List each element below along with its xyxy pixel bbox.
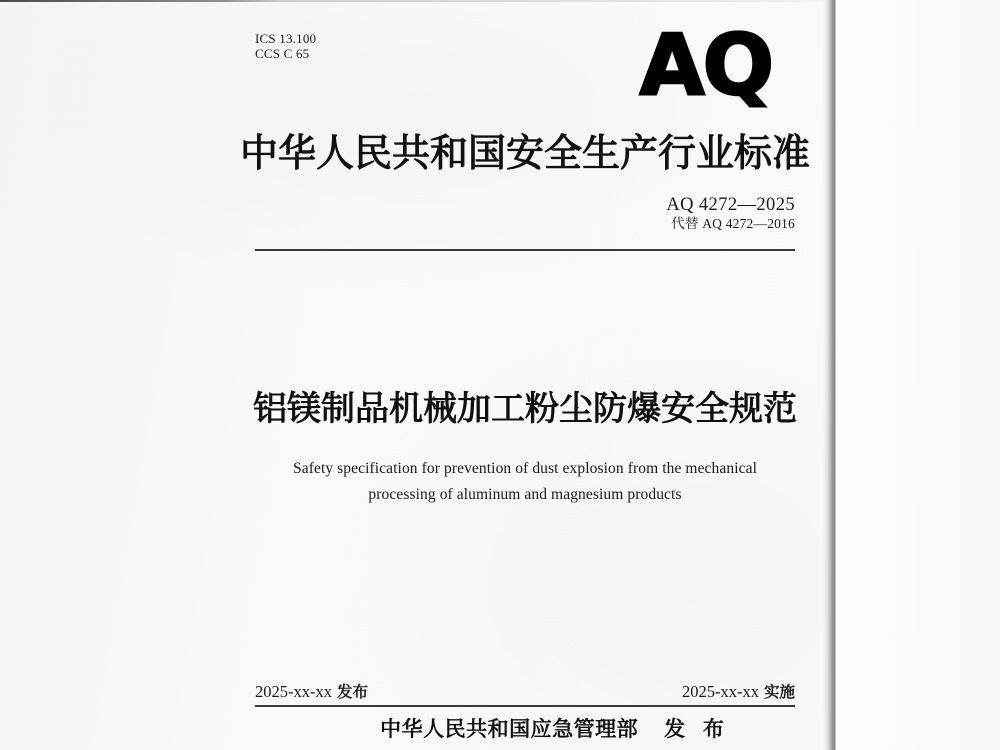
replaces-note: 代替 AQ 4272—2016 — [671, 216, 795, 231]
classification-codes — [255, 31, 316, 61]
implementation-date — [682, 680, 795, 702]
standard-number: AQ 4272—2025 — [666, 195, 795, 215]
scan-top-edge-line — [0, 0, 830, 2]
document-title-en-line1: Safety specification for prevention of dust explosion from the mechanical — [293, 460, 757, 477]
ics-code: ICS 13.100 — [255, 31, 317, 46]
document-title-en — [205, 456, 845, 507]
standard-number-block — [255, 195, 795, 232]
background-outside-page — [836, 0, 1000, 750]
standard-type-heading: 中华人民共和国安全生产行业标准 — [239, 133, 810, 175]
issuer-name: 中华人民共和国应急管理部 — [380, 718, 639, 741]
ccs-code: CCS C 65 — [255, 46, 310, 61]
document-title-cn: 铝镁制品机械加工粉尘防爆安全规范 — [253, 390, 797, 428]
implementation-date-label: 实施 — [763, 684, 795, 701]
issuer-row — [285, 713, 825, 743]
issue-date — [255, 680, 368, 702]
aq-logo: AQ — [639, 16, 772, 114]
footer-divider-rule — [255, 705, 795, 707]
issue-date-label: 发布 — [337, 684, 369, 701]
document-title-en-line2: processing of aluminum and magnesium products — [368, 485, 682, 503]
implementation-date-value: 2025-xx-xx — [681, 682, 759, 701]
issue-date-value: 2025-xx-xx — [255, 682, 332, 701]
page-right-edge-shadow — [823, 0, 836, 750]
header-divider-rule — [255, 249, 795, 251]
publish-label: 发 布 — [664, 718, 730, 741]
dates-row — [255, 680, 795, 702]
